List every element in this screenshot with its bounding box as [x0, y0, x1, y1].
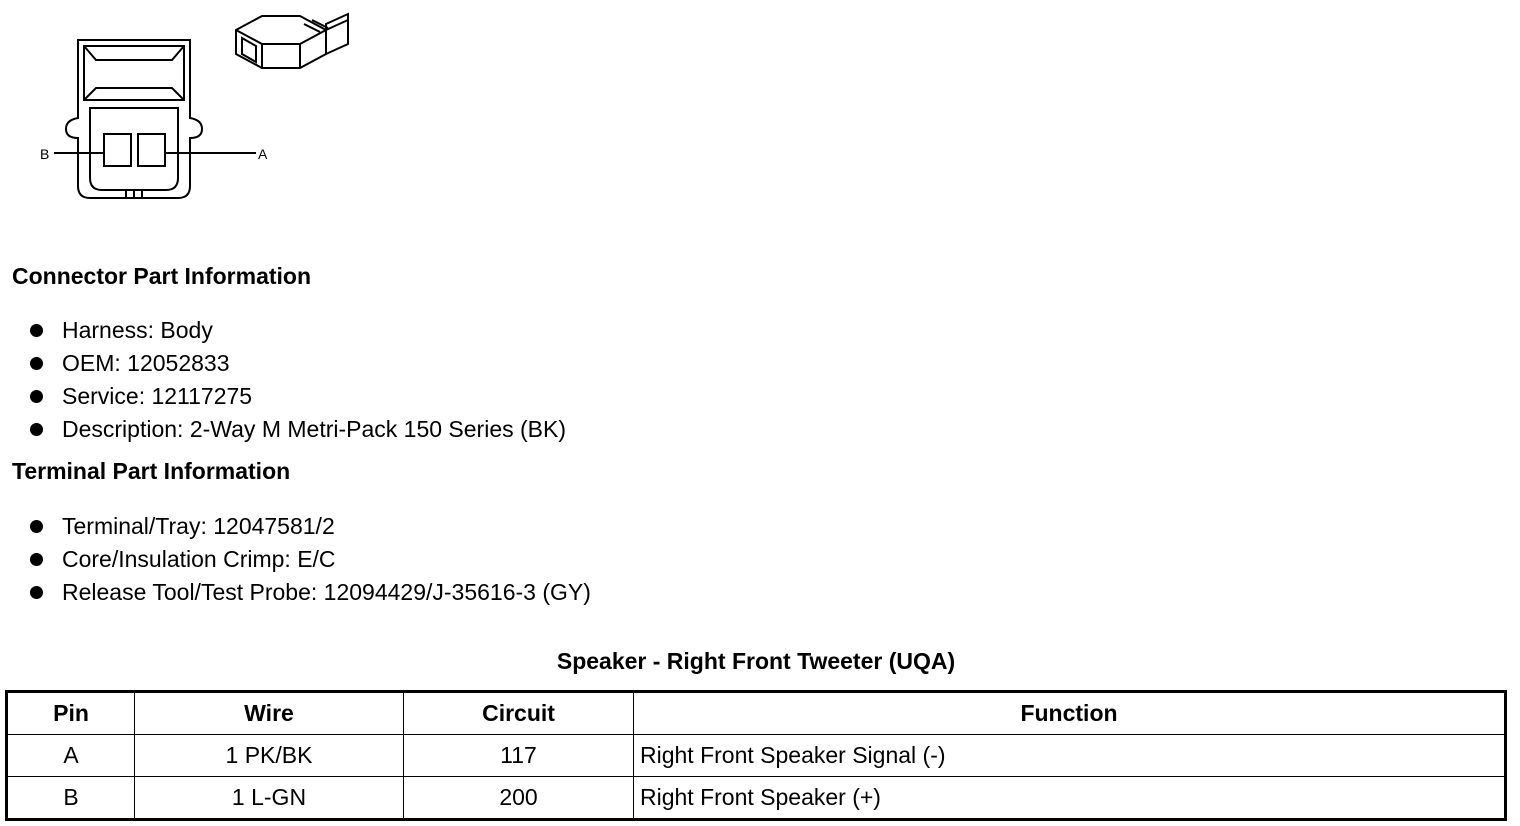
wire-cell: 1 PK/BK [135, 735, 404, 777]
list-item: Description: 2-Way M Metri-Pack 150 Series (BK) [30, 413, 566, 446]
column-header-pin: Pin [7, 692, 135, 735]
column-header-wire: Wire [135, 692, 404, 735]
wire-cell: 1 L-GN [135, 777, 404, 820]
function-cell: Right Front Speaker Signal (-) [634, 735, 1506, 777]
connector-face-view [54, 40, 256, 198]
list-item: OEM: 12052833 [30, 347, 566, 380]
terminal-a [138, 134, 165, 166]
table-title: Speaker - Right Front Tweeter (UQA) [556, 648, 956, 674]
table-row [7, 777, 1506, 820]
function-cell: Right Front Speaker (+) [634, 777, 1506, 820]
terminal-part-list [30, 510, 591, 609]
connector-part-information-heading: Connector Part Information [12, 263, 312, 289]
pin-cell: A [7, 735, 135, 777]
table-row [7, 735, 1506, 777]
connector-part-list [30, 314, 566, 446]
list-item: Release Tool/Test Probe: 12094429/J-35616-3 (GY) [30, 576, 591, 609]
terminal-part-information-heading: Terminal Part Information [12, 458, 291, 484]
column-header-function: Function [634, 692, 1506, 735]
connector-isometric-view [236, 14, 348, 68]
list-item: Terminal/Tray: 12047581/2 [30, 510, 591, 543]
list-item: Harness: Body [30, 314, 566, 347]
pin-label-b: B [40, 146, 50, 162]
connector-diagram [30, 8, 370, 208]
list-item: Service: 12117275 [30, 380, 566, 413]
list-item: Core/Insulation Crimp: E/C [30, 543, 591, 576]
pin-cell: B [7, 777, 135, 820]
pin-label-a: A [258, 146, 268, 162]
terminal-b [104, 134, 131, 166]
circuit-cell: 117 [404, 735, 634, 777]
column-header-circuit: Circuit [404, 692, 634, 735]
pinout-table [5, 690, 1507, 821]
table-header-row [7, 692, 1506, 735]
circuit-cell: 200 [404, 777, 634, 820]
